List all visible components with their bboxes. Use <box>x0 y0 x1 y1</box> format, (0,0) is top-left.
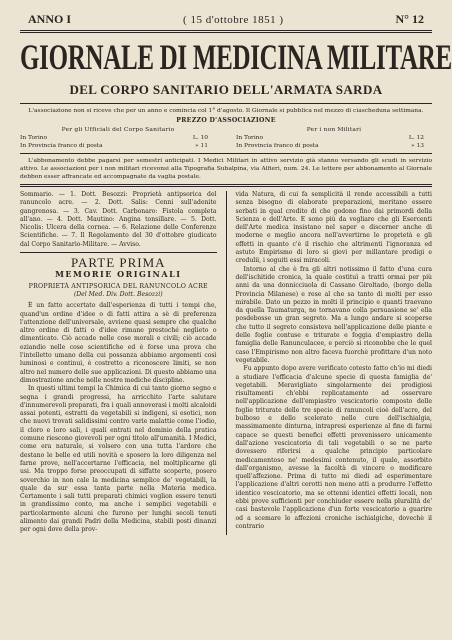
summary-rule <box>20 252 217 253</box>
price-row <box>20 134 216 142</box>
masthead <box>20 12 432 27</box>
price-row <box>236 134 432 142</box>
subscription-notice: L'associazione non si riceve che per un anno e comincia col 1° d'agosto. Il Giornale si pubblica nel mezzo di ciascheduna settimana. <box>28 108 424 114</box>
left-column <box>20 191 217 535</box>
price-row <box>236 142 432 150</box>
summary: Sommario. — 1. Dott. Besozzi: Proprietà antipsorica del ranuncolo acre. — 2. Dott. Salis: Cenni sull'adenite gangrenosa. — 3. Cav. Dott. Carbonaro: Fistola completa all'ano. — 4. Dott. Mautino: Angina tonsillare. — 5. Dott. Nicolis: Ulcera della cornea. — 6. Relazione delle Conferenze Scientifiche. — 7. Il Regolamento del 30 d'ottobre giudicato dal Corpo Sanitario-Militare. — Avviso. <box>20 191 217 248</box>
price-military <box>20 126 216 150</box>
price-rule <box>20 153 432 154</box>
article-title: PROPRIETÀ ANTIPSORICA DEL RANUNCOLO ACRE <box>28 282 208 290</box>
price-amount: » 11 <box>195 143 208 149</box>
price-amount: » 13 <box>411 143 424 149</box>
article-author: (Del Med. Div. Dott. Besozzi) <box>73 290 163 298</box>
paragraph: Fu appunto dopo avere verificato cotesto fatto ch'io mi diedi a studiare l'efficacia d'alcune specie di questa famiglia de' vegetabili. Meravigliato singolarmente dei prodigiosi risultamenti ch'ebbi replicatamente ad osservare nell'applicazione dell'empiastro vescicatorio composto delle foglie triturate delle tre specie di ranuncoli cioè dell'acre, del bulboso e dello scelerato nelle cure dell'ischialgia, massimamente dinturna, intrapresi esperienze al fine di farmi capace se questi benefici effetti provenissero unicamente dall'azione vescicatoria di tali vegetabili o se ne parte dovessero riferirsi a qualche principio particolare medicamentoso ne' medesimi contenuto, il quale, assorbito dall'organismo, avesse la facoltà di vincere o modificare quell'affezione. Prima di tutto mi diedi ad esperimentare l'applicazione d'altri cerotti non meno atti a produrre l'effetto identico vescicatorio, ma se ottenni identici effetti locali, non ebbi prove sufficienti per conchiuder essere nella pluralità de' casi bastevole l'applicazione d'un forte vescicatorio a guarire od a scemare le affezioni croniche ischialgiche, dovechè il contrario <box>235 365 432 530</box>
price-civilian-heading: Per i non Militari <box>306 127 362 133</box>
column-divider <box>226 191 227 535</box>
header-bottom-rule <box>20 184 432 187</box>
journal-title: GIORNALE DI MEDICINA MILITARE <box>20 38 452 78</box>
price-amount: L. 12 <box>408 135 424 141</box>
section-subtitle: MEMORIE ORIGINALI <box>55 269 182 280</box>
issue-number: N° 12 <box>395 12 424 26</box>
price-civilian <box>236 126 432 150</box>
section-title: PARTE PRIMA <box>70 255 166 271</box>
masthead-rule <box>20 30 432 33</box>
price-place: In Torino <box>236 135 264 141</box>
paragraph: vida Natura, di cui fa semplicità il rende accessibili a tutti senza bisogno di elaborate preparazioni, meritano essere serbati in qual credito di che godono fino dai primordi della Scienza e dell'Arte. E sono più da vegliare che gli Esercenti dell'Arte medica insistano nel saper e discerner anche di moderne e meglio ancora nell'avvertirne le proprietà e gli effetti in quanto c'è il rischio che altrimenti l'ignoranza ed astuto Empirismo di loro si giovi per millantare prodigi e credulii, i soguiti essi miracoli. <box>235 191 432 265</box>
payment-notice: L'abbonamento debbe pagarsi per semestri anticipati. I Medici Militari in attivo servizio già stanno versando gli scudi in servizio attivo. Le associazioni per i non militari ricevonsi alla Tipografia Subalpina, via Alfieri, num. 24. Le lettere per abbonamento al Giornale debbon esser affrancate ed accompagnate da vaglia postale. <box>20 158 432 180</box>
year-label: ANNO I <box>28 12 72 26</box>
price-place: In Torino <box>20 135 48 141</box>
paragraph: In questi ultimi tempi la Chimica di cui tanto giorno segno e segna i grandi progressi, ha arricchito l'arte salutare d'innumerevoli preparati, fra i quali annoverasi i molti alcaloidi assai potenti, estratti da vegetabili si indigeni, si esotici, non che nuovi trovati salidissimi contro varie malattie come l'iodio, il cloro e loro sali, i quali entrati nel dominio della pratica comune riescono giovevoli per ogni titolo all'umanità. I Medici, come era naturale, si volsero con una tutta l'ardore che destano le belle ed utili novità e sposero la loro diligenza nel farne prove, nell'accertarne l'efficacia, nel moltiplicarne gli usi. Ma troppo forse preoccupati di siffatte scoperte, posero soverchio in non cale la medicina semplice de' vegetabili, la quale da sur essa tanta parte nella Materia medica. Certamente i sali tutti preparati chimici voglion essere tenuti in grandissimo conto, ma anche i semplici vegetabili e particolarmente alcuni che furono per lunghi secoli tenuti alimento dai grandi Padri della Medicina, stabili posti dinanzi per ogni dove della prov- <box>20 385 217 534</box>
price-table <box>20 126 432 150</box>
price-place: In Provincia franco di posta <box>236 143 319 149</box>
price-row <box>20 142 216 150</box>
subtitle-rule <box>20 103 432 104</box>
right-column <box>236 191 433 535</box>
issue-date: ( 15 d'ottobre 1851 ) <box>183 14 284 26</box>
paragraph: Intorno al che è fra gli altri notissimo il fatto d'una cura dell'ischitide cronica, la quale costituì a tratti ormai per più anni da una donnicciuola di Cassano Giroltado, (borgo della Provincia Milanese) e rese al che sa tanto di molti per esso mirabile. Dato un pezzo in molti il principio e quanti traevano da quella Taumaturga, ne tornavano colla persuasione se' ella posdebosse un gran segreto. Ma a lungo andare si scoperse che tutto il segreto consisteva nell'applicazione delle piante e delle foglie contuse e triturate e foggia d'empiastro della famiglia delle Ranunculacee, e perciò si riconobbe che le quel caso l'Empirismo non altro faceva fuorchè profittare d'un noto vegetabile. <box>235 265 432 364</box>
price-place: In Provincia franco di posta <box>20 143 103 149</box>
price-military-heading: Per gli Ufficiali del Corpo Sanitario <box>61 127 175 133</box>
price-heading: PREZZO D'ASSOCIAZIONE <box>176 117 276 124</box>
journal-subtitle: DEL CORPO SANITARIO DELL'ARMATA SARDA <box>69 82 383 97</box>
paragraph: È un fatto accertato dall'esperienza di tutti i tempi che, quand'un ordine d'idee o di fatti attira a sè di preferenza l'attenzione dell'universale, avviene quasi sempre che qualche altro ordine di fatti o d'idee rimane prestoché neglieto o dimenticato. Ciò accade nelle cose morali e civili; ciò accade eziandio nelle cose scientifiche ed è forse una prova che l'intelletto umano della cui possanza abbiamo argomenti così luminosi e continui, è costretto a riconoscere limiti, se non altro nel numero delle sue applicazioni. Di questo abbiamo una dimostrazione anche nelle nostre mediche discipline. <box>20 302 217 384</box>
article-columns <box>20 191 432 535</box>
price-amount: L. 10 <box>192 135 208 141</box>
